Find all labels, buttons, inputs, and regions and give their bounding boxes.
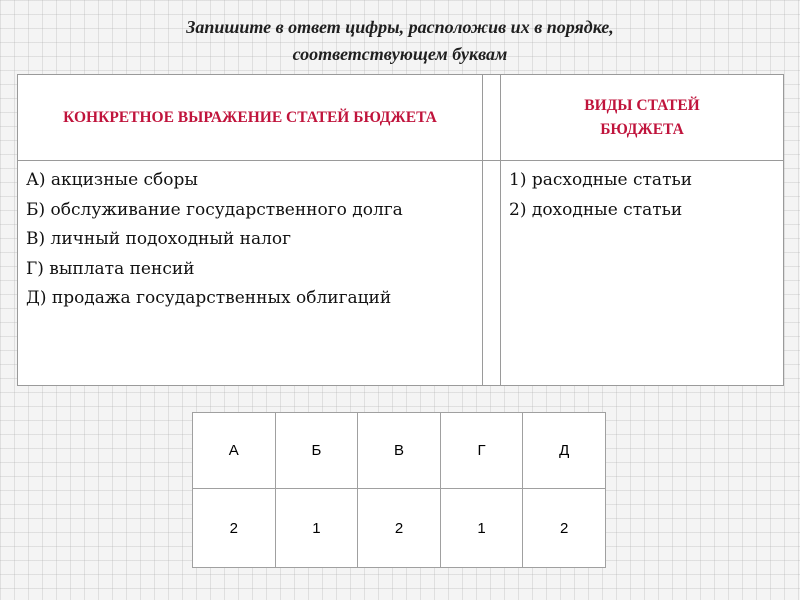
- answer-letter-g: Г: [440, 413, 523, 489]
- task-instruction: [40, 14, 760, 68]
- answer-letters-row: [193, 413, 606, 489]
- left-item-v: В) личный подоходный налог: [26, 229, 292, 249]
- separator-column-body: [483, 161, 501, 386]
- task-instruction-line-2: соответствующем буквам: [292, 44, 508, 64]
- left-item-b: Б) обслуживание государственного долга: [26, 199, 403, 220]
- matching-table: [17, 74, 784, 386]
- answer-digit-g: 1: [440, 489, 523, 568]
- right-item-1: 1) расходные статьи: [509, 170, 693, 190]
- answer-digit-b: 1: [275, 489, 358, 568]
- answer-letter-a: А: [193, 413, 276, 489]
- answer-digit-a: 2: [193, 489, 276, 568]
- left-item-a: А) акцизные сборы: [26, 170, 198, 190]
- answer-letter-b: Б: [275, 413, 358, 489]
- task-instruction-line-1: Запишите в ответ цифры, расположив их в порядке,: [186, 17, 614, 37]
- answer-letter-v: В: [358, 413, 441, 489]
- separator-column: [483, 75, 501, 161]
- right-column-header: [501, 75, 784, 161]
- left-item-g: Г) выплата пенсий: [26, 258, 195, 279]
- left-items-cell: [18, 161, 483, 386]
- right-items-cell: [501, 161, 784, 386]
- answer-digit-v: 2: [358, 489, 441, 568]
- left-item-d: Д) продажа государственных облигаций: [26, 288, 392, 308]
- answer-letter-d: Д: [523, 413, 606, 489]
- right-item-2: 2) доходные статьи: [509, 199, 683, 220]
- right-column-header-text: ВИДЫ СТАТЕЙ БЮДЖЕТА: [584, 96, 700, 138]
- left-column-header: [18, 75, 483, 161]
- answer-digits-row: [193, 489, 606, 568]
- answer-table: [192, 412, 606, 568]
- left-column-header-text: КОНКРЕТНОЕ ВЫРАЖЕНИЕ СТАТЕЙ БЮДЖЕТА: [63, 108, 437, 126]
- answer-digit-d: 2: [523, 489, 606, 568]
